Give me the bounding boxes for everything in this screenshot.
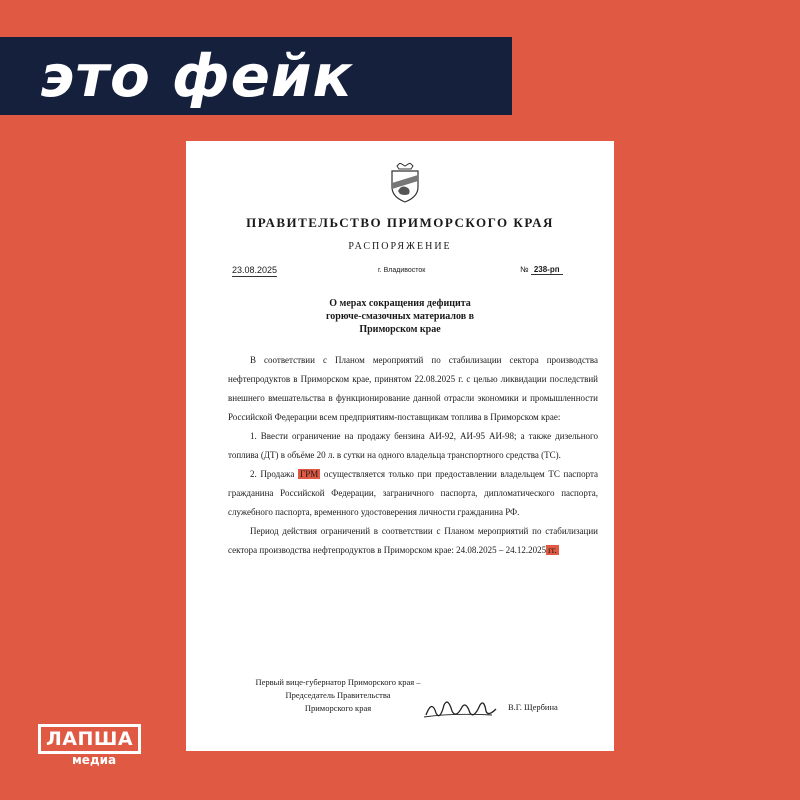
logo-sub: медиа [72,753,117,767]
government-title: ПРАВИТЕЛЬСТВО ПРИМОРСКОГО КРАЯ [246,215,554,230]
handwritten-signature [422,695,502,723]
order-city: г. Владивосток [378,267,426,274]
number-value: 238-рп [531,265,563,275]
period-text: Период действия ограничений в соответствии с Планом мероприятий по стабилизации сектора производства нефтепродуктов в Приморском крае: 24.08.2025 – 24.12.2025 [228,526,598,555]
signer-title-line: Приморского края [304,703,372,713]
signer-title [238,676,438,715]
order-date: 23.08.2025 [232,265,278,275]
subject-line: Приморском крае [359,324,441,335]
highlight-grm: ГРМ [300,469,319,479]
signer-name: В.Г. Щербина [508,702,558,712]
item-2-rest: осуществляется только при предоставлении владельцем ТС паспорта гражданина Российской Федерации, заграничного паспорта, дипломатического паспорта, служебного паспорта, временного удостоверения личности гражданина РФ. [228,469,598,517]
intro-paragraph: В соответствии с Планом мероприятий по стабилизации сектора производства нефтепродуктов в Приморском крае, принятом 22.08.2025 г. с целью ликвидации последствий внешнего вмешательства в функционирование данной отрасли экономики и промышленности Российской Федерации всем предприятиям-поставщикам топлива в Приморском крае: [228,355,598,422]
banner-label: это фейк [40,42,353,110]
document-page [186,141,614,751]
item-2-start: 2. Продажа [250,469,295,479]
number-prefix: № [520,265,529,274]
signer-title-line: Первый вице-губернатор Приморского края – [255,677,421,687]
highlight-years: гг. [548,545,557,555]
logo-main: ЛАПША [38,724,141,754]
period-paragraph [228,522,598,560]
lapsha-media-logo [38,724,141,767]
subject-line: О мерах сокращения дефицита [329,298,471,309]
subject-line: горюче-смазочных материалов в [325,311,475,322]
item-1: 1. Ввести ограничение на продажу бензина АИ-92, АИ-95 АИ-98; а также дизельного топлива (ДТ) в объёме 20 л. в сутки на одного владельца транспортного средства (ТС). [228,431,598,460]
fake-banner [0,37,512,115]
item-2 [228,465,598,522]
order-type: РАСПОРЯЖЕНИЕ [348,241,452,252]
coat-of-arms-icon [388,163,422,203]
order-subject [186,297,614,336]
signer-title-line: Председатель Правительства [285,690,391,700]
order-number [520,265,563,274]
document-body [228,351,598,560]
